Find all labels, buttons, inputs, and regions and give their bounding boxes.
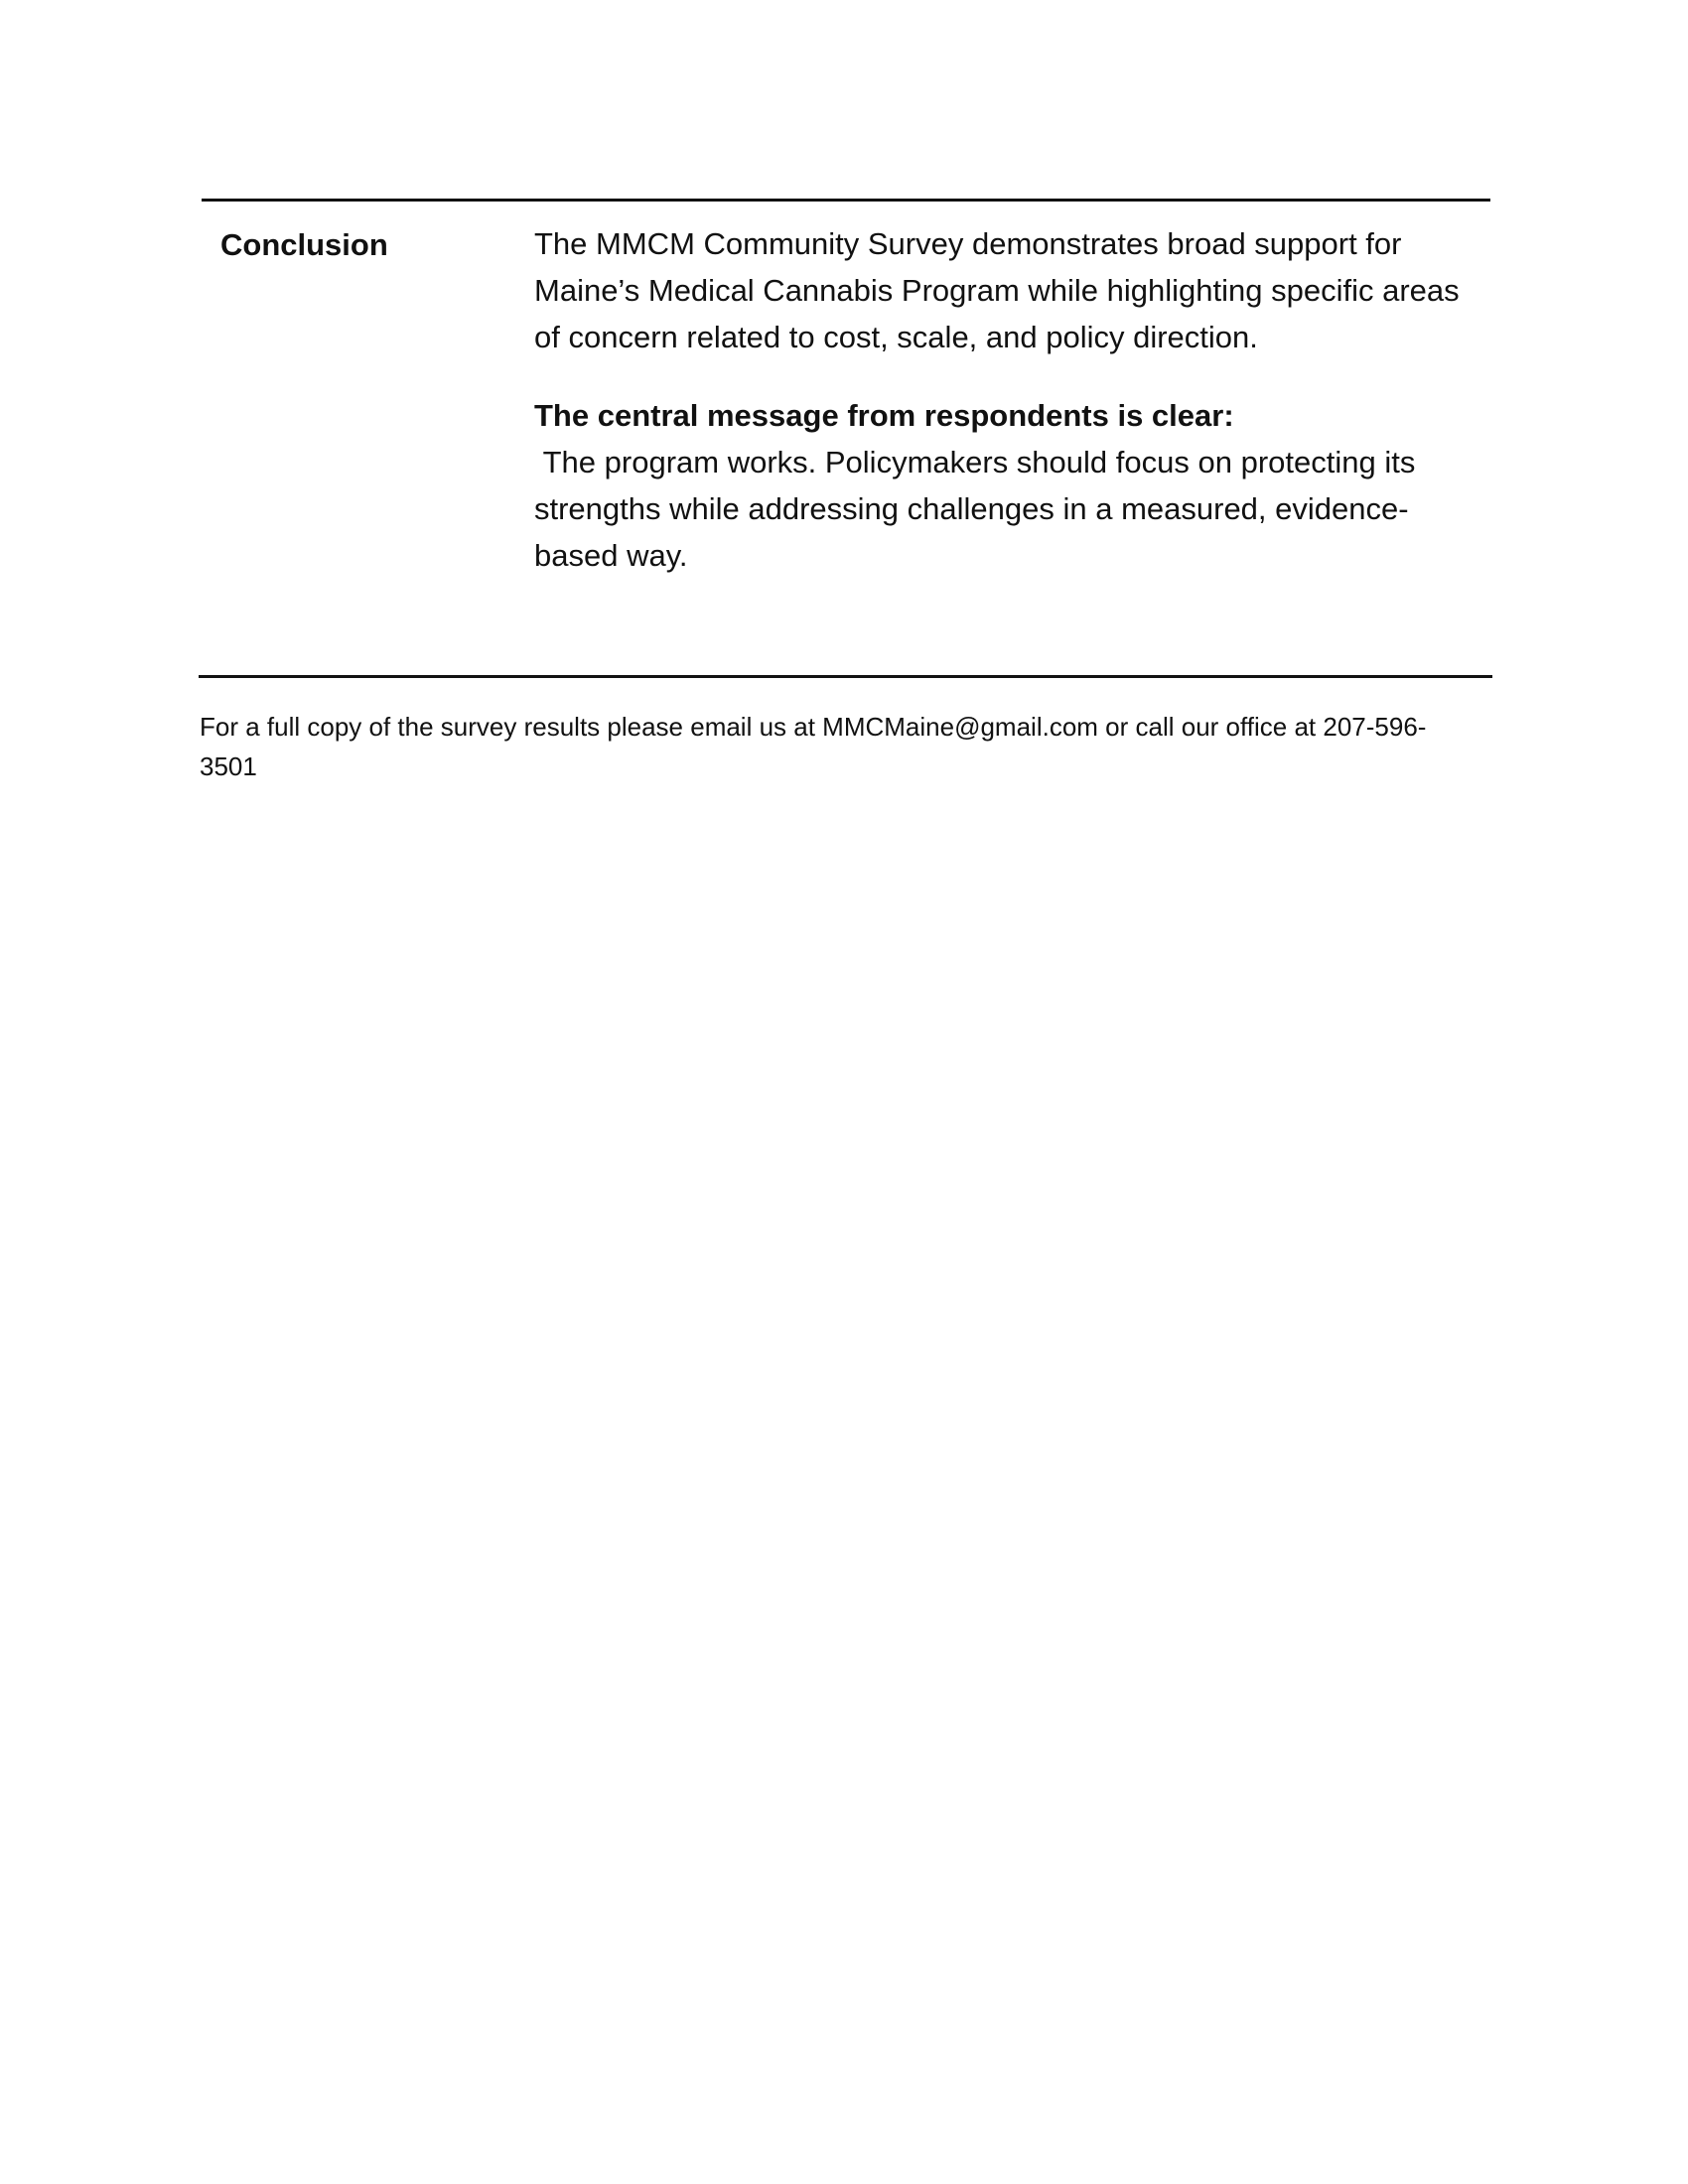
central-message-lead: The central message from respondents is clear: — [534, 398, 1234, 433]
conclusion-heading: Conclusion — [220, 227, 388, 262]
central-message-text: The program works. Policymakers should focus on protecting its strengths while addressing challenges in a measured, evidence-based way. — [534, 445, 1424, 573]
contact-note: For a full copy of the survey results please email us at MMCMaine@gmail.com or call our office at 207-596-3501 — [200, 712, 1427, 781]
conclusion-paragraph-2 — [534, 392, 1448, 579]
bottom-divider — [199, 675, 1492, 678]
conclusion-body — [534, 220, 1487, 579]
top-divider — [202, 199, 1490, 202]
conclusion-paragraph-1: The MMCM Community Survey demonstrates broad support for Maine’s Medical Cannabis Program while highlighting specific areas of concern related to cost, scale, and policy direction. — [534, 226, 1460, 354]
